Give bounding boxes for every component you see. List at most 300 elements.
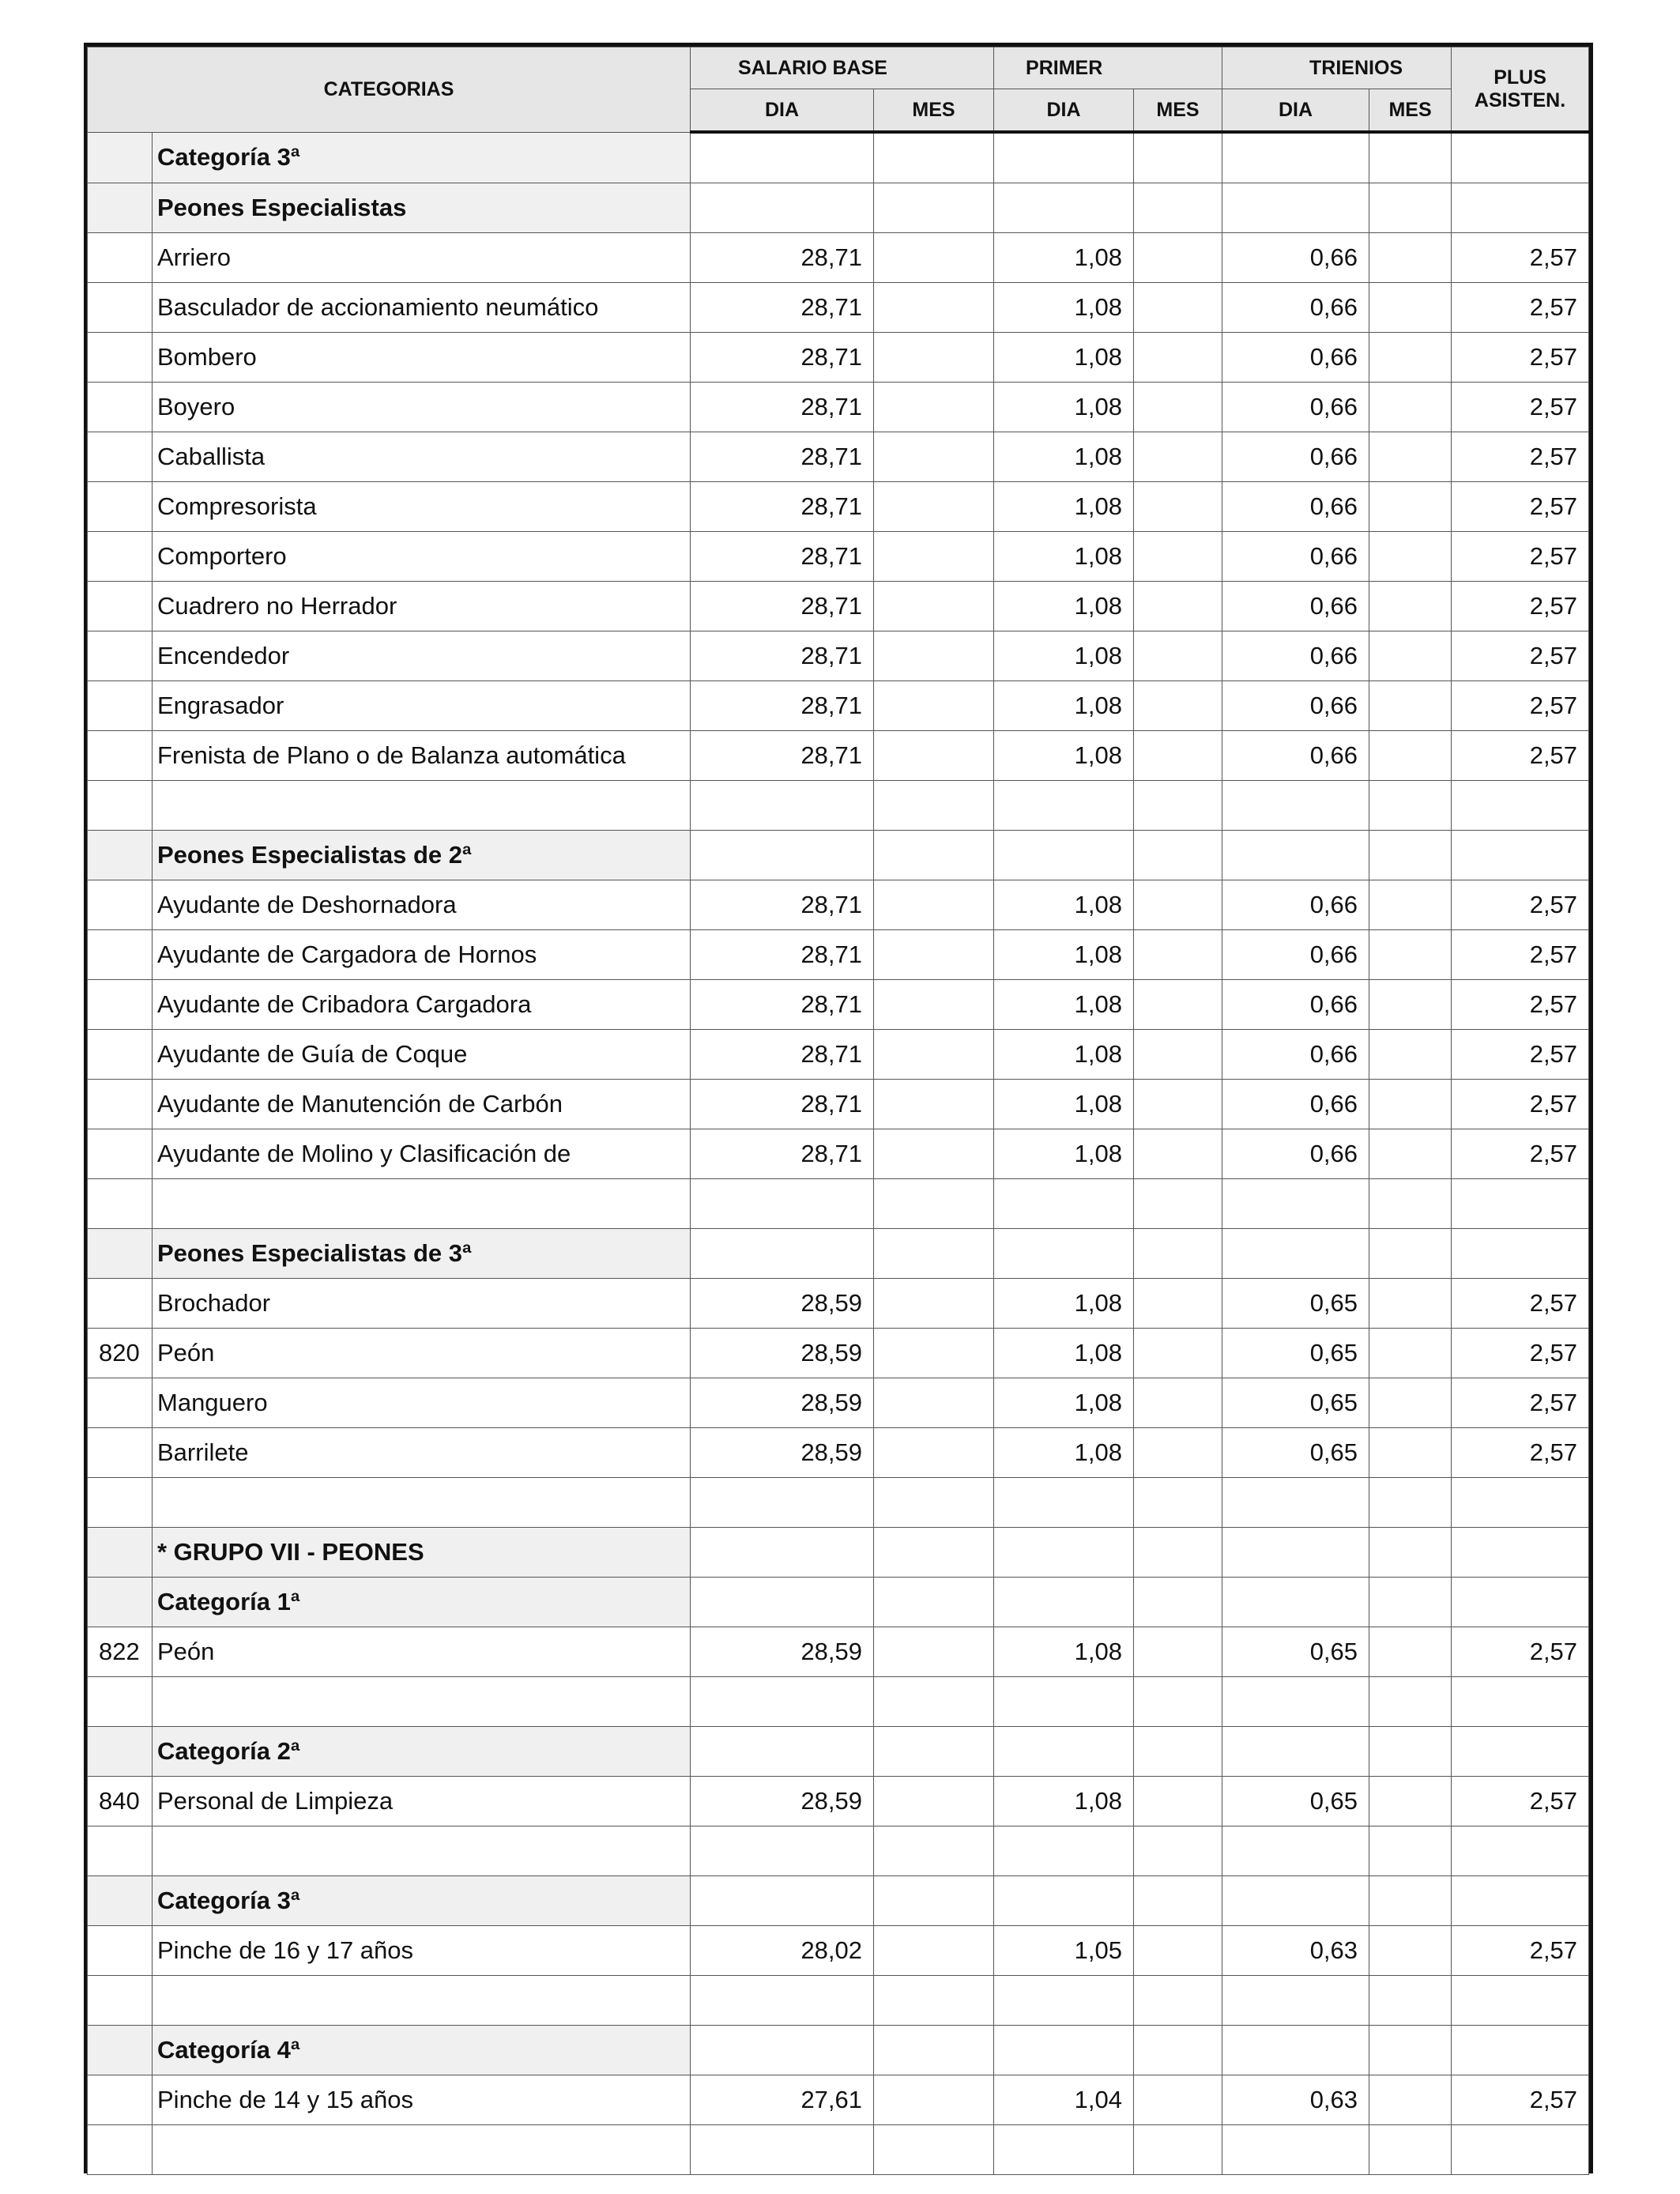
primer-dia-cell xyxy=(994,2125,1134,2175)
primer-dia-cell: 1,08 xyxy=(994,930,1134,980)
salario-base-mes-cell xyxy=(874,1279,994,1329)
table-row xyxy=(88,1279,1589,1329)
primer-dia-cell: 1,08 xyxy=(994,1777,1134,1826)
trienios-dia-cell xyxy=(1222,781,1369,831)
row-label-cell xyxy=(153,2125,691,2175)
primer-dia-cell: 1,08 xyxy=(994,233,1134,283)
plus-asisten-cell: 2,57 xyxy=(1452,1428,1589,1478)
row-label-cell: Barrilete xyxy=(153,1428,691,1478)
row-label-cell: Pinche de 16 y 17 años xyxy=(153,1926,691,1976)
salario-base-dia-cell: 28,71 xyxy=(691,1030,874,1080)
trienios-mes-cell xyxy=(1369,1378,1452,1428)
plus-asisten-cell: 2,57 xyxy=(1452,582,1589,631)
row-code-cell xyxy=(88,1926,153,1976)
trienios-mes-cell xyxy=(1369,1129,1452,1179)
trienios-dia-cell: 0,66 xyxy=(1222,980,1369,1030)
trienios-dia-cell: 0,66 xyxy=(1222,731,1369,781)
trienios-dia-cell: 0,66 xyxy=(1222,482,1369,532)
trienios-mes-cell xyxy=(1369,432,1452,482)
primer-dia-cell: 1,08 xyxy=(994,1627,1134,1677)
salario-base-mes-cell xyxy=(874,1926,994,1976)
trienios-mes-cell xyxy=(1369,1677,1452,1727)
salario-base-dia-cell xyxy=(691,781,874,831)
trienios-mes-cell xyxy=(1369,233,1452,283)
primer-mes-cell xyxy=(1134,333,1222,383)
trienios-mes-cell xyxy=(1369,781,1452,831)
primer-mes-cell xyxy=(1134,1926,1222,1976)
salary-table xyxy=(87,47,1589,2175)
section-row xyxy=(88,831,1589,880)
row-label-cell: Peones Especialistas xyxy=(153,183,691,233)
row-code-cell xyxy=(88,1229,153,1279)
salario-base-dia-cell: 28,71 xyxy=(691,731,874,781)
plus-asisten-cell xyxy=(1452,2125,1589,2175)
trienios-dia-cell xyxy=(1222,1578,1369,1627)
plus-asisten-cell: 2,57 xyxy=(1452,930,1589,980)
primer-mes-cell xyxy=(1134,1428,1222,1478)
salario-base-dia-cell: 28,71 xyxy=(691,980,874,1030)
table-body xyxy=(88,132,1589,2175)
trienios-mes-cell xyxy=(1369,1578,1452,1627)
table-row xyxy=(88,333,1589,383)
section-row xyxy=(88,2026,1589,2075)
row-code-cell xyxy=(88,831,153,880)
trienios-mes-cell xyxy=(1369,2026,1452,2075)
primer-mes-cell xyxy=(1134,781,1222,831)
salario-base-mes-cell xyxy=(874,283,994,333)
primer-dia-cell: 1,08 xyxy=(994,283,1134,333)
trienios-dia-cell: 0,66 xyxy=(1222,233,1369,283)
row-label-cell: Brochador xyxy=(153,1279,691,1329)
plus-asisten-cell xyxy=(1452,1677,1589,1727)
row-code-cell xyxy=(88,1179,153,1229)
row-code-cell xyxy=(88,333,153,383)
primer-mes-cell xyxy=(1134,1777,1222,1826)
primer-mes-cell xyxy=(1134,1030,1222,1080)
table-row xyxy=(88,1428,1589,1478)
trienios-dia-cell xyxy=(1222,1229,1369,1279)
salario-base-mes-cell xyxy=(874,2026,994,2075)
row-label-cell: Categoría 2ª xyxy=(153,1727,691,1777)
row-code-cell xyxy=(88,1976,153,2026)
salario-base-mes-cell xyxy=(874,1129,994,1179)
plus-asisten-cell: 2,57 xyxy=(1452,1627,1589,1677)
primer-dia-cell: 1,05 xyxy=(994,1926,1134,1976)
salario-base-dia-cell xyxy=(691,2125,874,2175)
row-code-cell xyxy=(88,2075,153,2125)
primer-dia-cell: 1,08 xyxy=(994,1428,1134,1478)
trienios-dia-cell xyxy=(1222,2125,1369,2175)
table-row xyxy=(88,1926,1589,1976)
salario-base-mes-cell xyxy=(874,2125,994,2175)
trienios-dia-cell: 0,66 xyxy=(1222,532,1369,582)
header-salario-dia: DIA xyxy=(691,89,874,133)
trienios-mes-cell xyxy=(1369,2125,1452,2175)
primer-dia-cell: 1,08 xyxy=(994,333,1134,383)
row-code-cell xyxy=(88,1378,153,1428)
row-code-cell xyxy=(88,1478,153,1528)
trienios-mes-cell xyxy=(1369,681,1452,731)
table-row xyxy=(88,283,1589,333)
primer-dia-cell: 1,08 xyxy=(994,383,1134,432)
salario-base-dia-cell: 28,59 xyxy=(691,1777,874,1826)
row-label-cell: Caballista xyxy=(153,432,691,482)
salario-base-mes-cell xyxy=(874,233,994,283)
trienios-dia-cell: 0,66 xyxy=(1222,1030,1369,1080)
salario-base-mes-cell xyxy=(874,731,994,781)
plus-asisten-cell: 2,57 xyxy=(1452,432,1589,482)
primer-dia-cell: 1,08 xyxy=(994,582,1134,631)
plus-asisten-cell xyxy=(1452,831,1589,880)
row-label-cell: Compresorista xyxy=(153,482,691,532)
primer-dia-cell: 1,08 xyxy=(994,880,1134,930)
row-code-cell xyxy=(88,383,153,432)
plus-asisten-cell: 2,57 xyxy=(1452,1777,1589,1826)
salario-base-mes-cell xyxy=(874,980,994,1030)
trienios-mes-cell xyxy=(1369,1777,1452,1826)
table-row xyxy=(88,1129,1589,1179)
plus-asisten-cell: 2,57 xyxy=(1452,383,1589,432)
section-row xyxy=(88,183,1589,233)
salario-base-dia-cell: 28,71 xyxy=(691,333,874,383)
trienios-dia-cell: 0,63 xyxy=(1222,1926,1369,1976)
trienios-dia-cell: 0,66 xyxy=(1222,631,1369,681)
header-trienios-mes: MES xyxy=(1369,89,1452,133)
salario-base-dia-cell: 28,59 xyxy=(691,1627,874,1677)
salario-base-dia-cell xyxy=(691,831,874,880)
row-code-cell xyxy=(88,1080,153,1129)
salario-base-dia-cell: 28,71 xyxy=(691,233,874,283)
salario-base-dia-cell xyxy=(691,1677,874,1727)
trienios-mes-cell xyxy=(1369,1080,1452,1129)
primer-dia-cell xyxy=(994,1478,1134,1528)
primer-mes-cell xyxy=(1134,1976,1222,2026)
trienios-mes-cell xyxy=(1369,333,1452,383)
trienios-dia-cell xyxy=(1222,1677,1369,1727)
section-row xyxy=(88,132,1589,183)
row-code-cell xyxy=(88,183,153,233)
salario-base-mes-cell xyxy=(874,1080,994,1129)
salario-base-mes-cell xyxy=(874,1578,994,1627)
table-row xyxy=(88,681,1589,731)
row-label-cell: Ayudante de Molino y Clasificación de xyxy=(153,1129,691,1179)
salario-base-dia-cell xyxy=(691,132,874,183)
trienios-dia-cell xyxy=(1222,1528,1369,1578)
salario-base-mes-cell xyxy=(874,383,994,432)
table-header xyxy=(88,47,1589,133)
row-code-cell xyxy=(88,731,153,781)
salario-base-dia-cell: 28,71 xyxy=(691,383,874,432)
header-primer-dia: DIA xyxy=(994,89,1134,133)
trienios-dia-cell: 0,66 xyxy=(1222,283,1369,333)
header-plus-asisten xyxy=(1452,47,1589,133)
salario-base-dia-cell xyxy=(691,1179,874,1229)
salario-base-dia-cell: 28,02 xyxy=(691,1926,874,1976)
row-code-cell xyxy=(88,1727,153,1777)
trienios-mes-cell xyxy=(1369,1727,1452,1777)
primer-dia-cell: 1,08 xyxy=(994,1329,1134,1378)
trienios-mes-cell xyxy=(1369,1826,1452,1876)
primer-dia-cell: 1,08 xyxy=(994,631,1134,681)
row-label-cell xyxy=(153,1976,691,2026)
salario-base-dia-cell xyxy=(691,1727,874,1777)
trienios-dia-cell: 0,66 xyxy=(1222,1080,1369,1129)
primer-dia-cell xyxy=(994,132,1134,183)
row-code-cell xyxy=(88,880,153,930)
primer-mes-cell xyxy=(1134,930,1222,980)
salary-table-sheet xyxy=(84,43,1593,2173)
trienios-mes-cell xyxy=(1369,183,1452,233)
plus-asisten-cell xyxy=(1452,1528,1589,1578)
table-row xyxy=(88,1030,1589,1080)
salario-base-mes-cell xyxy=(874,631,994,681)
primer-dia-cell: 1,08 xyxy=(994,980,1134,1030)
salario-base-dia-cell: 27,61 xyxy=(691,2075,874,2125)
salario-base-dia-cell: 28,71 xyxy=(691,1129,874,1179)
primer-mes-cell xyxy=(1134,1129,1222,1179)
primer-dia-cell xyxy=(994,1727,1134,1777)
table-row xyxy=(88,582,1589,631)
primer-mes-cell xyxy=(1134,183,1222,233)
trienios-mes-cell xyxy=(1369,1329,1452,1378)
plus-asisten-cell: 2,57 xyxy=(1452,283,1589,333)
row-code-cell xyxy=(88,132,153,183)
row-label-cell xyxy=(153,781,691,831)
salario-base-mes-cell xyxy=(874,183,994,233)
row-code-cell xyxy=(88,1677,153,1727)
primer-mes-cell xyxy=(1134,1727,1222,1777)
primer-mes-cell xyxy=(1134,1677,1222,1727)
row-code-cell xyxy=(88,1876,153,1926)
section-row xyxy=(88,1528,1589,1578)
header-salario-mes: MES xyxy=(874,89,994,133)
primer-mes-cell xyxy=(1134,980,1222,1030)
row-label-cell: Ayudante de Cargadora de Hornos xyxy=(153,930,691,980)
plus-asisten-cell xyxy=(1452,183,1589,233)
salario-base-dia-cell: 28,59 xyxy=(691,1279,874,1329)
trienios-dia-cell: 0,66 xyxy=(1222,582,1369,631)
trienios-mes-cell xyxy=(1369,582,1452,631)
row-code-cell: 822 xyxy=(88,1627,153,1677)
salario-base-mes-cell xyxy=(874,1329,994,1378)
primer-dia-cell xyxy=(994,1229,1134,1279)
header-plus-line2: ASISTEN. xyxy=(1474,89,1566,111)
row-code-cell xyxy=(88,2125,153,2175)
trienios-dia-cell: 0,66 xyxy=(1222,432,1369,482)
salario-base-mes-cell xyxy=(874,1030,994,1080)
primer-mes-cell xyxy=(1134,1229,1222,1279)
trienios-dia-cell: 0,65 xyxy=(1222,1777,1369,1826)
primer-dia-cell xyxy=(994,1677,1134,1727)
trienios-mes-cell xyxy=(1369,1926,1452,1976)
blank-row xyxy=(88,1976,1589,2026)
section-row xyxy=(88,1578,1589,1627)
trienios-dia-cell xyxy=(1222,1727,1369,1777)
primer-dia-cell xyxy=(994,1876,1134,1926)
trienios-dia-cell: 0,66 xyxy=(1222,383,1369,432)
primer-mes-cell xyxy=(1134,2125,1222,2175)
plus-asisten-cell: 2,57 xyxy=(1452,1378,1589,1428)
salario-base-dia-cell: 28,59 xyxy=(691,1428,874,1478)
blank-row xyxy=(88,1677,1589,1727)
row-label-cell: Ayudante de Manutención de Carbón xyxy=(153,1080,691,1129)
plus-asisten-cell: 2,57 xyxy=(1452,482,1589,532)
plus-asisten-cell: 2,57 xyxy=(1452,532,1589,582)
table-row xyxy=(88,631,1589,681)
table-row xyxy=(88,1627,1589,1677)
row-code-cell xyxy=(88,930,153,980)
primer-mes-cell xyxy=(1134,880,1222,930)
primer-mes-cell xyxy=(1134,283,1222,333)
primer-mes-cell xyxy=(1134,831,1222,880)
blank-row xyxy=(88,1179,1589,1229)
trienios-dia-cell xyxy=(1222,132,1369,183)
row-label-cell: Engrasador xyxy=(153,681,691,731)
primer-dia-cell xyxy=(994,1179,1134,1229)
plus-asisten-cell xyxy=(1452,781,1589,831)
section-row xyxy=(88,1229,1589,1279)
header-trienios-dia: DIA xyxy=(1222,89,1369,133)
primer-mes-cell xyxy=(1134,482,1222,532)
row-label-cell: Categoría 3ª xyxy=(153,132,691,183)
primer-mes-cell xyxy=(1134,1578,1222,1627)
salario-base-dia-cell: 28,71 xyxy=(691,631,874,681)
plus-asisten-cell: 2,57 xyxy=(1452,731,1589,781)
salario-base-mes-cell xyxy=(874,1627,994,1677)
trienios-mes-cell xyxy=(1369,731,1452,781)
trienios-dia-cell: 0,66 xyxy=(1222,681,1369,731)
salario-base-mes-cell xyxy=(874,930,994,980)
trienios-dia-cell: 0,63 xyxy=(1222,2075,1369,2125)
blank-row xyxy=(88,781,1589,831)
row-label-cell: Peones Especialistas de 3ª xyxy=(153,1229,691,1279)
plus-asisten-cell: 2,57 xyxy=(1452,980,1589,1030)
trienios-mes-cell xyxy=(1369,132,1452,183)
plus-asisten-cell xyxy=(1452,2026,1589,2075)
salario-base-dia-cell: 28,59 xyxy=(691,1378,874,1428)
trienios-dia-cell xyxy=(1222,183,1369,233)
trienios-dia-cell xyxy=(1222,1478,1369,1528)
plus-asisten-cell: 2,57 xyxy=(1452,880,1589,930)
salario-base-dia-cell: 28,71 xyxy=(691,1080,874,1129)
salario-base-mes-cell xyxy=(874,1179,994,1229)
primer-mes-cell xyxy=(1134,681,1222,731)
primer-mes-cell xyxy=(1134,1329,1222,1378)
row-code-cell xyxy=(88,1279,153,1329)
row-code-cell xyxy=(88,1528,153,1578)
trienios-mes-cell xyxy=(1369,1179,1452,1229)
salario-base-dia-cell xyxy=(691,1578,874,1627)
trienios-dia-cell: 0,66 xyxy=(1222,1129,1369,1179)
row-label-cell: Manguero xyxy=(153,1378,691,1428)
row-code-cell xyxy=(88,980,153,1030)
blank-row xyxy=(88,1478,1589,1528)
trienios-dia-cell xyxy=(1222,1826,1369,1876)
primer-dia-cell: 1,08 xyxy=(994,1030,1134,1080)
row-code-cell xyxy=(88,582,153,631)
trienios-mes-cell xyxy=(1369,1030,1452,1080)
primer-dia-cell xyxy=(994,1976,1134,2026)
row-code-cell xyxy=(88,1826,153,1876)
plus-asisten-cell: 2,57 xyxy=(1452,1129,1589,1179)
trienios-mes-cell xyxy=(1369,482,1452,532)
trienios-mes-cell xyxy=(1369,532,1452,582)
table-row xyxy=(88,980,1589,1030)
plus-asisten-cell xyxy=(1452,1229,1589,1279)
table-row xyxy=(88,731,1589,781)
salario-base-mes-cell xyxy=(874,1428,994,1478)
trienios-dia-cell xyxy=(1222,831,1369,880)
table-row xyxy=(88,930,1589,980)
plus-asisten-cell xyxy=(1452,132,1589,183)
plus-asisten-cell: 2,57 xyxy=(1452,233,1589,283)
salario-base-mes-cell xyxy=(874,1229,994,1279)
row-label-cell xyxy=(153,1826,691,1876)
trienios-mes-cell xyxy=(1369,631,1452,681)
plus-asisten-cell: 2,57 xyxy=(1452,333,1589,383)
salario-base-mes-cell xyxy=(874,781,994,831)
salario-base-mes-cell xyxy=(874,1378,994,1428)
plus-asisten-cell xyxy=(1452,1976,1589,2026)
primer-mes-cell xyxy=(1134,233,1222,283)
salario-base-dia-cell: 28,59 xyxy=(691,1329,874,1378)
salario-base-dia-cell xyxy=(691,1876,874,1926)
primer-dia-cell: 1,08 xyxy=(994,1378,1134,1428)
table-row xyxy=(88,532,1589,582)
plus-asisten-cell: 2,57 xyxy=(1452,681,1589,731)
plus-asisten-cell xyxy=(1452,1578,1589,1627)
trienios-dia-cell: 0,65 xyxy=(1222,1627,1369,1677)
row-code-cell xyxy=(88,233,153,283)
trienios-dia-cell: 0,66 xyxy=(1222,930,1369,980)
primer-dia-cell xyxy=(994,2026,1134,2075)
row-label-cell: Basculador de accionamiento neumático xyxy=(153,283,691,333)
row-label-cell: Pinche de 14 y 15 años xyxy=(153,2075,691,2125)
salario-base-dia-cell xyxy=(691,183,874,233)
table-row xyxy=(88,2075,1589,2125)
row-label-cell: Categoría 4ª xyxy=(153,2026,691,2075)
salario-base-mes-cell xyxy=(874,132,994,183)
plus-asisten-cell xyxy=(1452,1826,1589,1876)
row-code-cell: 820 xyxy=(88,1329,153,1378)
salario-base-mes-cell xyxy=(874,432,994,482)
row-code-cell xyxy=(88,432,153,482)
salario-base-mes-cell xyxy=(874,681,994,731)
trienios-mes-cell xyxy=(1369,1279,1452,1329)
row-code-cell xyxy=(88,1030,153,1080)
trienios-mes-cell xyxy=(1369,1976,1452,2026)
salario-base-dia-cell xyxy=(691,1826,874,1876)
row-label-cell: Ayudante de Guía de Coque xyxy=(153,1030,691,1080)
trienios-mes-cell xyxy=(1369,1876,1452,1926)
primer-mes-cell xyxy=(1134,1627,1222,1677)
primer-mes-cell xyxy=(1134,1378,1222,1428)
row-label-cell: Peones Especialistas de 2ª xyxy=(153,831,691,880)
row-code-cell xyxy=(88,1578,153,1627)
row-label-cell: Arriero xyxy=(153,233,691,283)
table-row xyxy=(88,1378,1589,1428)
blank-row xyxy=(88,2125,1589,2175)
primer-mes-cell xyxy=(1134,532,1222,582)
primer-dia-cell: 1,08 xyxy=(994,532,1134,582)
primer-dia-cell xyxy=(994,781,1134,831)
primer-mes-cell xyxy=(1134,1478,1222,1528)
plus-asisten-cell: 2,57 xyxy=(1452,1279,1589,1329)
primer-dia-cell xyxy=(994,183,1134,233)
trienios-mes-cell xyxy=(1369,930,1452,980)
trienios-mes-cell xyxy=(1369,383,1452,432)
plus-asisten-cell xyxy=(1452,1478,1589,1528)
